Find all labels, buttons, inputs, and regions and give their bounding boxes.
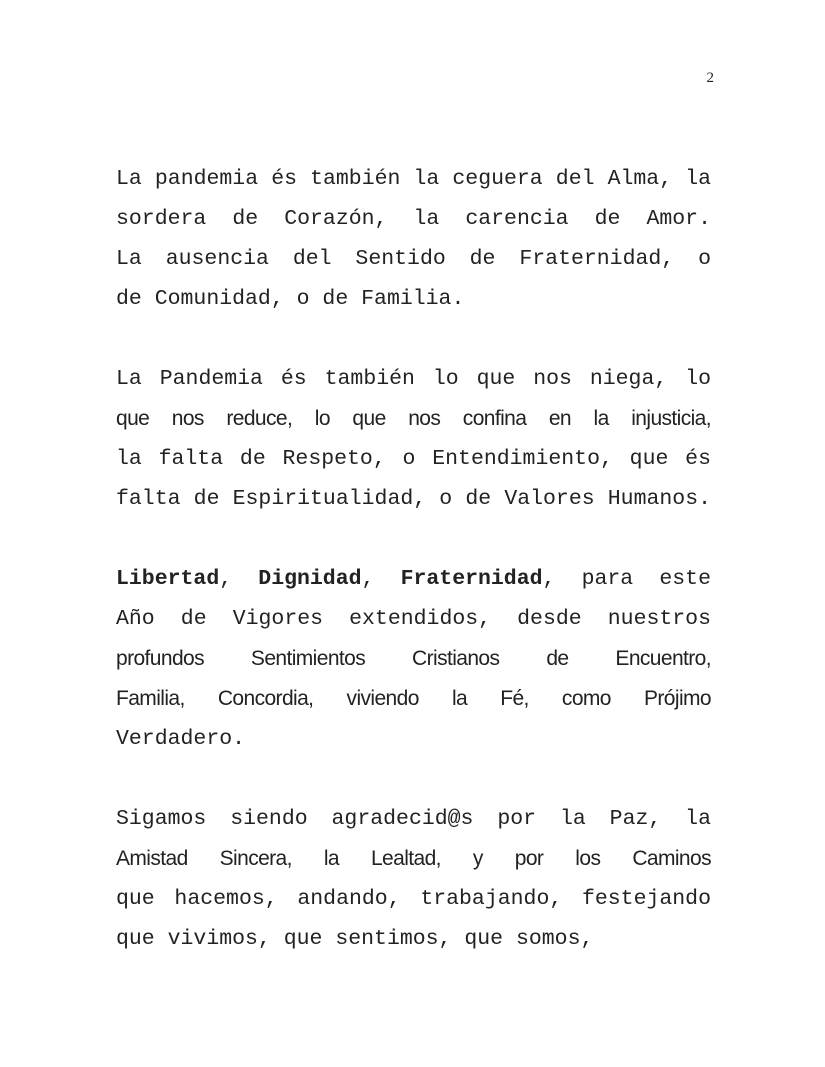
paragraph-pandemia-niega: [116, 359, 711, 519]
text-line: La pandemia és también la ceguera del Alma, la: [116, 167, 711, 191]
text-line: que hacemos, andando, trabajando, festejando: [116, 887, 711, 911]
text-line: falta de Espiritualidad, o de Valores Humanos.: [116, 487, 711, 511]
text-line: de Comunidad, o de Familia.: [116, 287, 465, 311]
text-line: que vivimos, que sentimos, que somos,: [116, 927, 594, 951]
text-line: la falta de Respeto, o Entendimiento, que és: [116, 447, 711, 471]
bold-word-libertad: Libertad: [116, 567, 220, 591]
text-line: Amistad Sincera, la Lealtad, y por los Caminos: [116, 847, 711, 870]
paragraph-libertad-dignidad: [116, 559, 711, 759]
page-number: 2: [706, 70, 714, 86]
text-line: La ausencia del Sentido de Fraternidad, o: [116, 247, 711, 271]
paragraph-pandemia-ceguera: [116, 159, 711, 319]
line-remainder: , para este: [542, 567, 711, 591]
text-line: sordera de Corazón, la carencia de Amor.: [116, 207, 711, 231]
text-line: Sigamos siendo agradecid@s por la Paz, la: [116, 807, 711, 831]
text-line: Verdadero.: [116, 727, 246, 751]
text-line: que nos reduce, lo que nos confina en la injusticia,: [116, 407, 711, 430]
text-line: La Pandemia és también lo que nos niega, lo: [116, 367, 711, 391]
paragraph-sigamos-agradecidos: [116, 799, 711, 959]
separator: ,: [219, 567, 259, 591]
text-line-with-bold: [116, 559, 711, 599]
text-line: profundos Sentimientos Cristianos de Encuentro,: [116, 647, 711, 670]
text-line: Familia, Concordia, viviendo la Fé, como Prójimo: [116, 687, 711, 710]
text-line: Año de Vigores extendidos, desde nuestros: [116, 607, 711, 631]
bold-word-dignidad: Dignidad: [258, 567, 362, 591]
bold-word-fraternidad: Fraternidad: [400, 567, 543, 591]
separator: ,: [361, 567, 401, 591]
